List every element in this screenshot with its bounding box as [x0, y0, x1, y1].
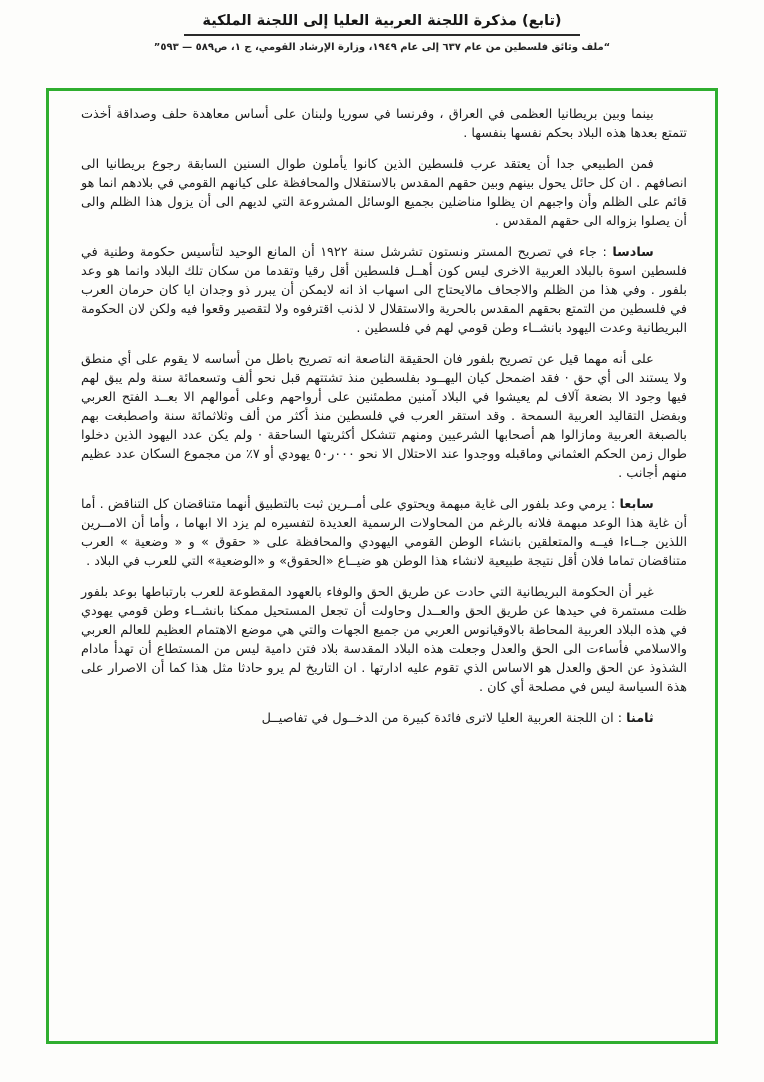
paragraph-text: غير أن الحكومة البريطانية التي حادت عن طريق الحق والوفاء بالعهود المقطوعة للعرب بارتباطها بوعد بلفور ظلت مستمرة في حيدها عن طريق الحق والعــدل وحاولت أن تجعل المستحيل ممكنا بانشــاء وطن قومي يهودي في هذه البلاد العربية المحاطة بالاوقيانوس العربي من جميع الجهات والتي هي موضع الاهتمام العظيم للعالم العربي والاسلامي فأساءت الى الحق والعدل وجعلت هذه البلاد المقدسة بلاد فتن دامية ليس من المستطاع أن تهدأ مادام الشذوذ عن الحق والعدل هو الاساس الذي تقوم عليه ادارتها . ان التاريخ لم يرو حادثا مثل هذا كما أن الاصرار على هذة السياسة ليس في مصلحة أي كان .: [81, 585, 687, 695]
paragraph-text: : جاء في تصريح المستر ونستون تشرشل سنة ١٩٢٢ أن المانع الوحيد لتأسيس حكومة وطنية في فلسطين اسوة بالبلاد العربية الاخرى ليس كون أهــل فلسطين أقل رقيا وتقدما من سكان تلك البلاد وانما هو وعد بلفور . وفي هذا من الظلم والاجحاف مالايحتاج الى اسهاب اذ انه لايمكن أن يبرر ذو وجدان ايا كان حرمان العرب في فلسطين من التمتع بحقهم المقدس بالحرية والاستقلال لا لذنب اقترفوه ولا لتقصير وقعوا فيه ولكن لان الحكومة البريطانية وعدت اليهود بانشــاء وطن قومي لهم في فلسطين .: [81, 245, 687, 336]
page-title: (تابع) مذكرة اللجنة العربية العليا إلى اللجنة الملكية: [202, 13, 562, 29]
document-header: [0, 0, 764, 53]
paragraph-text: بينما وبين بريطانيا العظمى في العراق ، وفرنسا في سوريا ولبنان على أساس معاهدة حلف وصداقة أخذت تتمتع بعدها هذه البلاد بحكم نفسها بنفسها .: [81, 107, 687, 141]
paragraph: [81, 350, 687, 483]
content-frame: [46, 88, 718, 1044]
paragraph-text: : يرمي وعد بلفور الى غاية مبهمة ويحتوي على أمــرين ثبت بالتطبيق أنهما متناقضان كل التناقض . أما أن غاية هذا الوعد مبهمة فلانه بالرغم من المحاولات الرسمية العديدة لتفسيره لم يزد الا ابهاما ، وأما أن الامــرين اللذين جــاءا فيــه والمتعلقين بانشاء الوطن القومي اليهودي والمحافظة على « حقوق » و « وضعية » العرب متناقضان تماما فلان أقل نتيجة طبيعية لانشاء هذا الوطن هو ضيــاع «الحقوق» و «الوضعية» التي للعرب في البلاد .: [81, 497, 687, 569]
paragraph-text: على أنه مهما قيل عن تصريح بلفور فان الحقيقة الناصعة انه تصريح باطل من أساسه لا يقوم على أي منطق ولا يستند الى أي حق · فقد اضمحل كيان اليهــود بفلسطين منذ تشتتهم قبل نحو ألف وتسعمائة سنة ولم يبق لهم فيها وجود الا بضعة آلاف لم يعيشوا في البلاد آمنين مطمئنين على أرواحهم وعلى أموالهم الا بعــد الفتح العربي وبفضل التقاليد العربية السمحة . وقد استقر العرب في فلسطين منذ أكثر من ألف وثلاثمائة سنة واصطبغت بهم بالصبغة العربية ومازالوا هم أصحابها الشرعيين ومنهم تتشكل أكثريتها الساحقة · ولم يكن عدد اليهود الذين دخلوا طوال زمن الحكم العثماني وماقبله ووجدوا عند الاحتلال الا نحو ٠٠٠ر٥٠ يهودي أو ٧٪ من مجموع السكان عدد عظيم منهم أجانب .: [81, 352, 687, 481]
source-line: “ملف وثائق فلسطين من عام ٦٣٧ إلى عام ١٩٤٩، وزارة الإرشاد القومي، ج ١، ص٥٨٩ — ٥٩٣”: [153, 41, 611, 53]
paragraph: [81, 583, 687, 697]
paragraph-text: : ان اللجنة العربية العليا لاترى فائدة كبيرة من الدخــول في تفاصيــل: [261, 711, 627, 726]
paragraph: [81, 243, 687, 338]
document-body: [81, 105, 687, 728]
paragraph: [81, 155, 687, 231]
paragraph-lead: سابعا: [619, 497, 654, 512]
paragraph: [81, 495, 687, 571]
paragraph: [81, 105, 687, 143]
header-divider: [184, 34, 580, 36]
paragraph-text: فمن الطبيعي جدا أن يعتقد عرب فلسطين الذين كانوا يأملون طوال السنين السابقة رجوع بريطانيا الى انصافهم . ان كل حائل يحول بينهم وبين حقهم المقدس بالاستقلال والمحافظة على كيانهم القومي في بلادهم انما هو قائم على الظلم وأن واجبهم ان يظلوا مناضلين بجميع الوسائل المشروعة التي لديهم الى أن يزول هذا الظلم والى أن يصلوا بزواله الى حقهم المقدس .: [81, 157, 687, 229]
paragraph-lead: ثامنا: [626, 711, 654, 726]
paragraph: [81, 709, 687, 728]
paragraph-lead: سادسا: [612, 245, 654, 260]
